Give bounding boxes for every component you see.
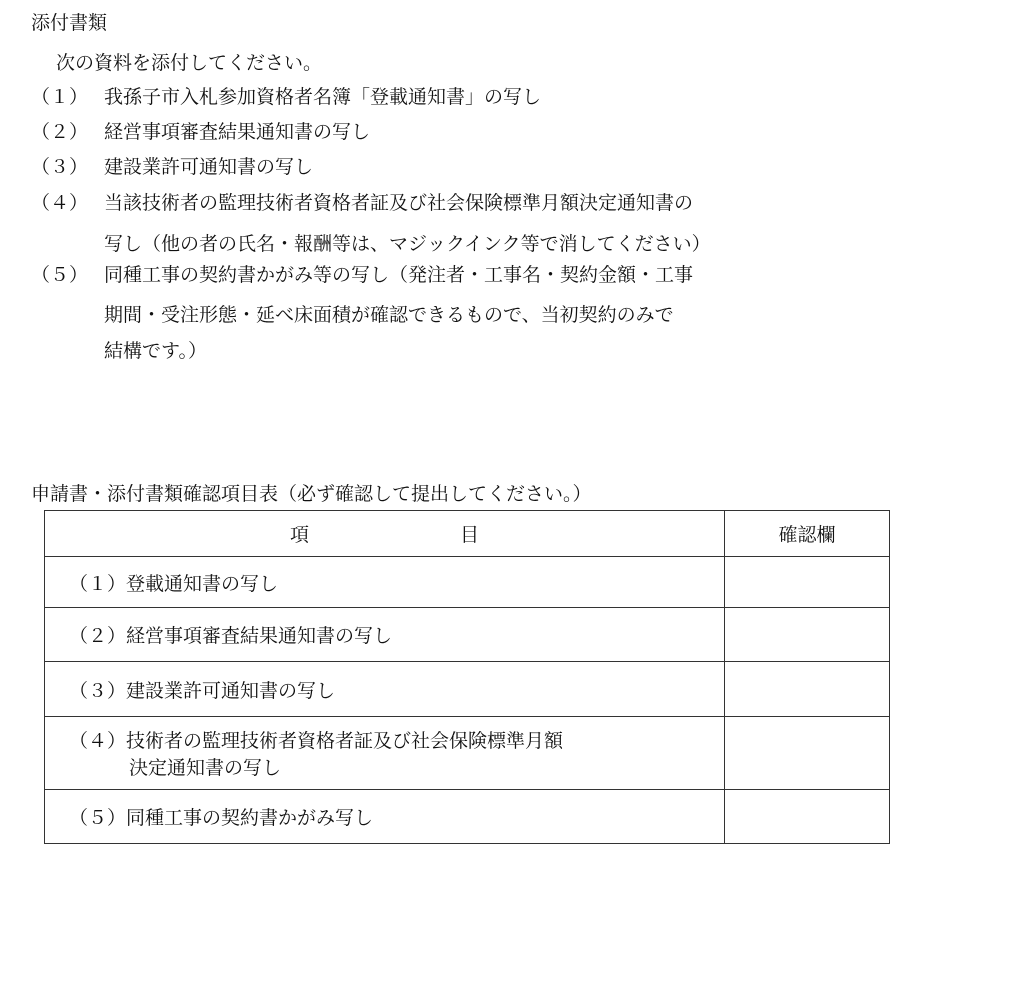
table-row bbox=[45, 662, 890, 717]
row-item bbox=[45, 662, 725, 717]
item-number: （３） bbox=[31, 156, 89, 178]
attachment-item-5-cont-1: 期間・受注形態・延べ床面積が確認できるもので、当初契約のみで bbox=[104, 304, 674, 326]
attachment-item-5-cont-2: 結構です。） bbox=[104, 340, 207, 362]
row-item bbox=[45, 608, 725, 662]
row-number: （５） bbox=[69, 807, 127, 829]
row-text: 登載通知書の写し bbox=[126, 572, 279, 595]
item-text: 経営事項審査結果通知書の写し bbox=[104, 121, 371, 143]
attachment-item-5 bbox=[31, 258, 693, 293]
item-text: 当該技術者の監理技術者資格者証及び社会保険標準月額決定通知書の bbox=[104, 192, 694, 214]
item-text: 建設業許可通知書の写し bbox=[104, 156, 314, 178]
attachment-item-3 bbox=[31, 150, 313, 185]
row-text: 経営事項審査結果通知書の写し bbox=[126, 625, 393, 647]
row-text: 技術者の監理技術者資格者証及び社会保険標準月額 bbox=[126, 730, 564, 752]
check-cell[interactable] bbox=[725, 608, 890, 662]
row-text: 同種工事の契約書かがみ写し bbox=[126, 807, 374, 829]
row-text: 建設業許可通知書の写し bbox=[126, 679, 336, 702]
row-item bbox=[45, 557, 725, 608]
item-number: （１） bbox=[31, 86, 89, 108]
intro-text: 次の資料を添付してください。 bbox=[56, 52, 323, 74]
checklist-table bbox=[44, 510, 890, 844]
attachment-item-1 bbox=[31, 80, 541, 115]
item-number: （４） bbox=[31, 192, 89, 214]
header-item-part-1: 項 bbox=[289, 524, 309, 546]
item-number: （５） bbox=[31, 264, 89, 286]
row-number: （１） bbox=[69, 572, 127, 595]
table-row bbox=[45, 608, 890, 662]
checklist-title: 申請書・添付書類確認項目表（必ず確認して提出してください。） bbox=[31, 483, 592, 505]
item-text: 同種工事の契約書かがみ等の写し（発注者・工事名・契約金額・工事 bbox=[104, 264, 694, 286]
header-item-part-2: 目 bbox=[459, 524, 479, 546]
table-row bbox=[45, 790, 890, 844]
table-header-row bbox=[45, 511, 890, 557]
row-text-cont: 決定通知書の写し bbox=[129, 757, 282, 779]
row-item bbox=[45, 790, 725, 844]
row-number: （３） bbox=[69, 679, 127, 702]
attachment-item-4 bbox=[31, 186, 693, 221]
row-number: （４） bbox=[69, 730, 127, 752]
table-row bbox=[45, 717, 890, 790]
check-cell[interactable] bbox=[725, 790, 890, 844]
row-item bbox=[45, 717, 725, 790]
check-cell[interactable] bbox=[725, 557, 890, 608]
row-number: （２） bbox=[69, 625, 127, 647]
header-check: 確認欄 bbox=[725, 511, 890, 557]
attachment-item-4-cont: 写し（他の者の氏名・報酬等は、マジックインク等で消してください） bbox=[104, 233, 711, 255]
section-heading: 添付書類 bbox=[31, 12, 108, 34]
check-cell[interactable] bbox=[725, 662, 890, 717]
item-number: （２） bbox=[31, 121, 89, 143]
header-item bbox=[45, 511, 725, 557]
check-cell[interactable] bbox=[725, 717, 890, 790]
item-text: 我孫子市入札参加資格者名簿「登載通知書」の写し bbox=[104, 86, 542, 108]
attachment-item-2 bbox=[31, 115, 370, 150]
table-row bbox=[45, 557, 890, 608]
